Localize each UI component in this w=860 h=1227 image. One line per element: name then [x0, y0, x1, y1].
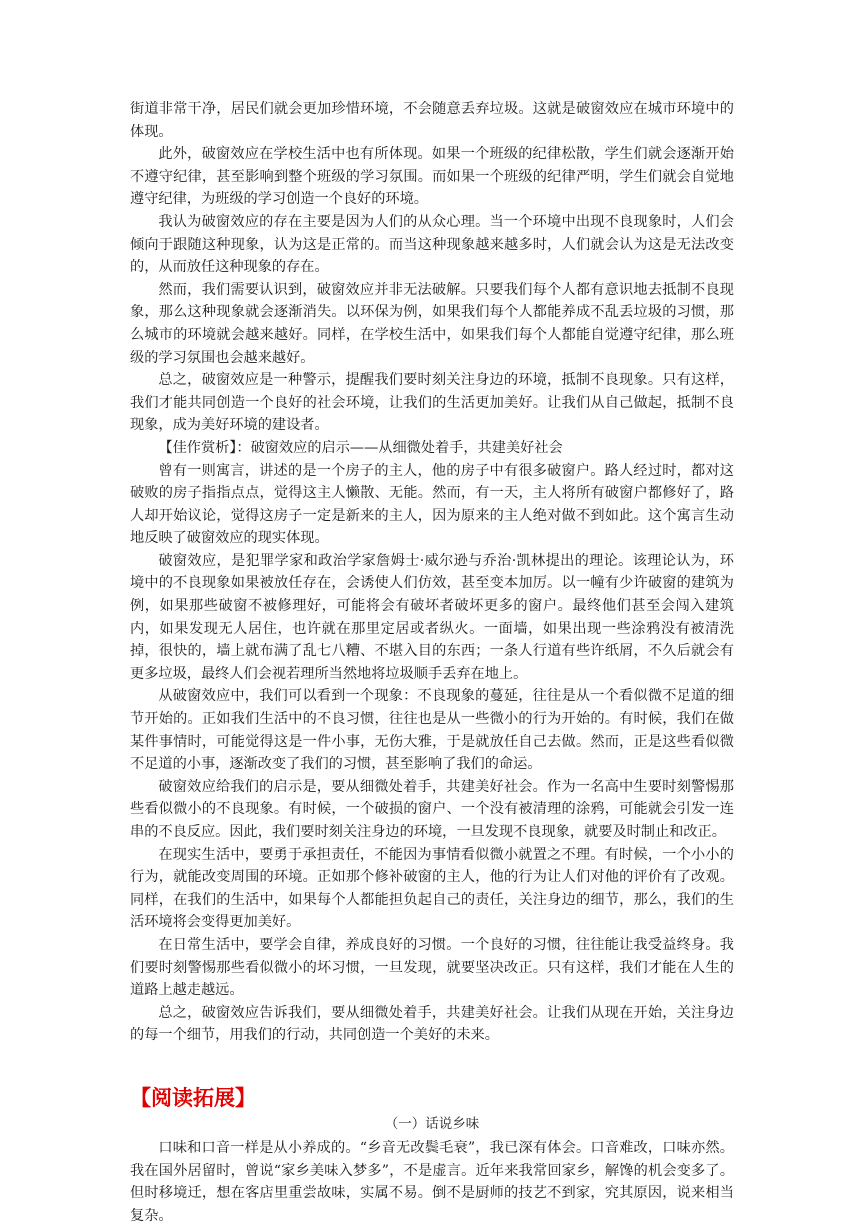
body-paragraph: 然而，我们需要认识到，破窗效应并非无法破解。只要我们每个人都有意识地去抵制不良现象，那么这种现象就会逐渐消失。以环保为例，如果我们每个人都能养成不乱丢垃圾的习惯，那么城市的环境就会越来越好。同样，在学校生活中，如果我们每个人都能自觉遵守纪律，那么班级的学习氛围也会越来越好。	[130, 281, 734, 366]
document-page	[130, 98, 734, 1227]
body-paragraph: 在日常生活中，要学会自律，养成良好的习惯。一个良好的习惯，往往能让我受益终身。我们要时刻警惕那些看似微小的坏习惯，一旦发现，就要坚决改正。只有这样，我们才能在人生的道路上越走越远。	[130, 936, 734, 999]
body-paragraph: 街道非常干净，居民们就会更加珍惜环境，不会随意丢弃垃圾。这就是破窗效应在城市环境中的体现。	[130, 101, 734, 140]
body-paragraph: 破窗效应给我们的启示是，要从细微处着手，共建美好社会。作为一名高中生要时刻警惕那些看似微小的不良现象。有时候，一个破损的窗户、一个没有被清理的涂鸦，可能就会引发一连串的不良反应。因此，我们要时刻关注身边的环境，一旦发现不良现象，就要及时制止和改正。	[130, 778, 734, 840]
body-paragraph: 总之，破窗效应是一种警示，提醒我们要时刻关注身边的环境，抵制不良现象。只有这样，我们才能共同创造一个良好的社会环境，让我们的生活更加美好。让我们从自己做起，抵制不良现象，成为美好环境的建设者。	[130, 372, 734, 434]
reading-paragraph: 口味和口音一样是从小养成的。“乡音无改鬓毛衰”，我已深有体会。口音难改，口味亦然。我在国外居留时，曾说“家乡美味入梦多”，不是虚言。近年来我常回家乡，解馋的机会变多了。但时移境迁，想在客店里重尝故味，实属不易。倒不是厨师的技艺不到家，究其原因，说来相当复杂。	[130, 1139, 734, 1224]
body-paragraph: 总之，破窗效应告诉我们，要从细微处着手，共建美好社会。让我们从现在开始，关注身边的每一个细节，用我们的行动，共同创造一个美好的未来。	[130, 1004, 734, 1044]
body-paragraph: 我认为破窗效应的存在主要是因为人们的从众心理。当一个环境中出现不良现象时，人们会倾向于跟随这种现象，认为这是正常的。而当这种现象越来越多时，人们就会认为这是无法改变的，从而放任这种现象的存在。	[130, 213, 734, 276]
body-paragraph: 破窗效应，是犯罪学家和政治学家詹姆士·威尔逊与乔治·凯林提出的理论。该理论认为，环境中的不良现象如果被放任存在，会诱使人们仿效，甚至变本加厉。以一幢有少许破窗的建筑为例，如果那些破窗不被修理好，可能将会有破坏者破坏更多的窗户。最终他们甚至会闯入建筑内，如果发现无人居住，也许就在那里定居或者纵火。一面墙，如果出现一些涂鸦没有被清洗掉，很快的，墙上就布满了乱七八糟、不堪入目的东西；一条人行道有些许纸屑，不久后就会有更多垃圾，最终人们会视若理所当然地将垃圾顺手丢弃在地上。	[130, 552, 734, 682]
body-paragraph: 曾有一则寓言，讲述的是一个房子的主人，他的房子中有很多破窗户。路人经过时，都对这破败的房子指指点点，觉得这主人懒散、无能。然而，有一天，主人将所有破窗户都修好了，路人却开始议论，觉得这房子一定是新来的主人，因为原来的主人绝对做不到如此。这个寓言生动地反映了破窗效应的现实体现。	[130, 462, 734, 547]
body-paragraph: 在现实生活中，要勇于承担责任，不能因为事情看似微小就置之不理。有时候，一个小小的行为，就能改变周围的环境。正如那个修补破窗的主人，他的行为让人们对他的评价有了改观。同样，在我们的生活中，如果每个人都能担负起自己的责任，关注身边的细节，那么，我们的生活环境将会变得更加美好。	[130, 846, 734, 931]
reading-subheading: （一）话说乡味	[384, 1115, 480, 1132]
essay-title: 【佳作赏析】：破窗效应的启示——从细微处着手，共建美好社会	[158, 439, 563, 456]
reading-extension-heading: 【阅读拓展】	[130, 1085, 256, 1110]
body-paragraph: 此外，破窗效应在学校生活中也有所体现。如果一个班级的纪律松散，学生们就会逐渐开始不遵守纪律，甚至影响到整个班级的学习氛围。而如果一个班级的纪律严明，学生们就会自觉地遵守纪律，为班级的学习创造一个良好的环境。	[130, 146, 734, 208]
body-paragraph: 从破窗效应中，我们可以看到一个现象：不良现象的蔓延，往往是从一个看似微不足道的细节开始的。正如我们生活中的不良习惯，往往也是从一些微小的行为开始的。有时候，我们在做某件事情时，可能觉得这是一件小事，无伤大雅，于是就放任自己去做。然而，正是这些看似微不足道的小事，逐渐改变了我们的习惯，甚至影响了我们的命运。	[130, 688, 734, 773]
